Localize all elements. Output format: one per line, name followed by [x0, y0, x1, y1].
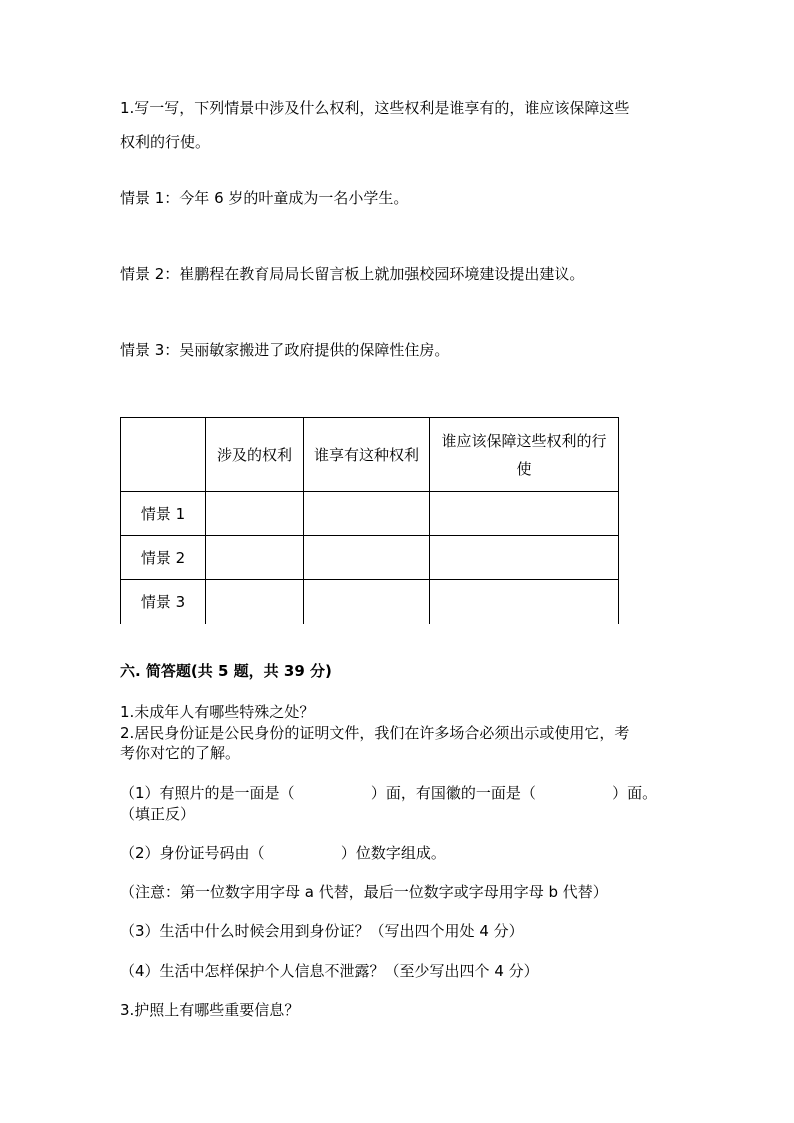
table-row	[121, 492, 619, 536]
question-3: 3.护照上有哪些重要信息？	[120, 1001, 300, 1019]
subquestion-1-line1: （1）有照片的是一面是（ ）面，有国徽的一面是（ ）面。	[120, 784, 658, 802]
subquestion-2-note: （注意：第一位数字用字母 a 代替，最后一位数字或字母用字母 b 代替）	[120, 883, 608, 901]
subquestion-3: （3）生活中什么时候会用到身份证？（写出四个用处 4 分）	[120, 922, 524, 940]
scene-1-text: 情景 1：今年 6 岁的叶童成为一名小学生。	[120, 189, 409, 207]
question-1: 1.未成年人有哪些特殊之处？	[120, 703, 315, 721]
table-header-holder: 谁享有这种权利	[304, 418, 430, 492]
table-header-guarantor	[430, 418, 619, 492]
table-cell	[206, 492, 304, 536]
q1-prompt-line2: 权利的行使。	[120, 133, 211, 151]
question-2-line1: 2.居民身份证是公民身份的证明文件，我们在许多场合必须出示或使用它，考	[120, 724, 630, 742]
table-row-label: 情景 1	[121, 492, 206, 536]
table-cell	[304, 580, 430, 624]
section-six-title: 六. 简答题(共 5 题，共 39 分)	[120, 662, 332, 680]
table-cell	[206, 580, 304, 624]
subquestion-2: （2）身份证号码由（ ）位数字组成。	[120, 844, 446, 862]
table-header-row	[121, 418, 619, 492]
table-row	[121, 580, 619, 624]
table-cell	[206, 536, 304, 580]
table-cell	[304, 492, 430, 536]
table-row	[121, 536, 619, 580]
scene-2-text: 情景 2：崔鹏程在教育局局长留言板上就加强校园环境建设提出建议。	[120, 265, 585, 283]
table-row-label: 情景 2	[121, 536, 206, 580]
subquestion-4: （4）生活中怎样保护个人信息不泄露？（至少写出四个 4 分）	[120, 962, 539, 980]
scene-3-text: 情景 3：吴丽敏家搬进了政府提供的保障性住房。	[120, 341, 450, 359]
table-cell	[304, 536, 430, 580]
table-row-label: 情景 3	[121, 580, 206, 624]
scenario-table	[120, 417, 619, 624]
table-cell	[430, 536, 619, 580]
table-header-empty	[121, 418, 206, 492]
table-header-guarantor-text: 谁应该保障这些权利的行使	[441, 431, 607, 478]
question-2-line2: 考你对它的了解。	[120, 744, 241, 762]
table-cell	[430, 492, 619, 536]
subquestion-1-line2: （填正反）	[120, 805, 196, 823]
q1-prompt-line1: 1.写一写，下列情景中涉及什么权利，这些权利是谁享有的，谁应该保障这些	[120, 99, 630, 117]
table-header-rights: 涉及的权利	[206, 418, 304, 492]
table-cell	[430, 580, 619, 624]
